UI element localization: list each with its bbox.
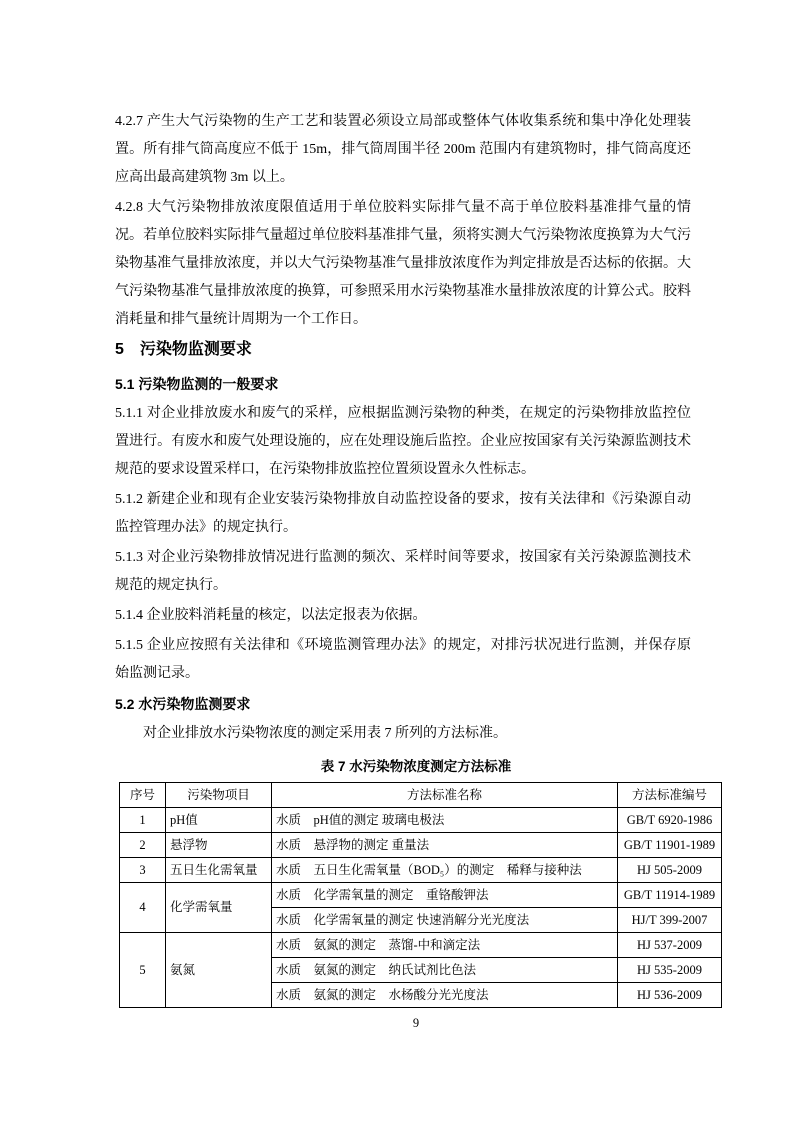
- cell-no: 1: [120, 808, 166, 833]
- cell-code: HJ/T 399-2007: [618, 908, 722, 933]
- section-5-2-heading: 5.2 水污染物监测要求: [115, 696, 251, 712]
- paragraph-5-1-3: 5.1.3 对企业污染物排放情况进行监测的频次、采样时间等要求，按国家有关污染源监测技术规范的规定执行。: [115, 550, 691, 593]
- cell-code: HJ 505-2009: [618, 858, 722, 883]
- section-5-heading: 5 污染物监测要求: [115, 341, 252, 358]
- table-7-title: 表 7 水污染物浓度测定方法标准: [320, 759, 512, 774]
- table-row: [120, 808, 722, 833]
- paragraph-4-2-8: 4.2.8 大气污染物排放浓度限值适用于单位胶料实际排气量不高于单位胶料基准排气量的情况。若单位胶料实际排气量超过单位胶料基准排气量，须将实测大气污染物浓度换算为大气污染物基准气量排放浓度，并以大气污染物基准气量排放浓度作为判定排放是否达标的依据。大气污染物基准气量排放浓度的换算，可参照采用水污染物基准水量排放浓度的计算公式。胶料消耗量和排气量统计周期为一个工作日。: [115, 200, 691, 327]
- col-header-name: 方法标准名称: [272, 783, 618, 808]
- table-row: [120, 933, 722, 958]
- table-row: [120, 883, 722, 908]
- cell-name: 水质 pH值的测定 玻璃电极法: [272, 808, 618, 833]
- cell-code: GB/T 6920-1986: [618, 808, 722, 833]
- table-header-row: [120, 783, 722, 808]
- section-5-1-heading: 5.1 污染物监测的一般要求: [115, 376, 279, 392]
- paragraph-5-1-1: 5.1.1 对企业排放废水和废气的采样，应根据监测污染物的种类，在规定的污染物排放监控位置进行。有废水和废气处理设施的，应在处理设施后监控。企业应按国家有关污染源监测技术规范的要求设置采样口，在污染物排放监控位置须设置永久性标志。: [115, 406, 691, 477]
- col-header-code: 方法标准编号: [618, 783, 722, 808]
- cell-code: HJ 535-2009: [618, 958, 722, 983]
- cell-no: 4: [120, 883, 166, 933]
- cell-no: 2: [120, 833, 166, 858]
- cell-code: HJ 536-2009: [618, 983, 722, 1008]
- table-row: [120, 833, 722, 858]
- cell-item: 氨氮: [166, 933, 272, 1008]
- cell-code: GB/T 11901-1989: [618, 833, 722, 858]
- cell-name: 水质 氨氮的测定 蒸馏-中和滴定法: [272, 933, 618, 958]
- cell-no: 5: [120, 933, 166, 1008]
- col-header-no: 序号: [120, 783, 166, 808]
- cell-name: 水质 氨氮的测定 纳氏试剂比色法: [272, 958, 618, 983]
- cell-item: 五日生化需氧量: [166, 858, 272, 883]
- cell-item: 化学需氧量: [166, 883, 272, 933]
- cell-name: 水质 氨氮的测定 水杨酸分光光度法: [272, 983, 618, 1008]
- document-content: [115, 108, 716, 1031]
- paragraph-5-1-2: 5.1.2 新建企业和现有企业安装污染物排放自动监控设备的要求，按有关法律和《污染源自动监控管理办法》的规定执行。: [115, 492, 691, 535]
- cell-name: 水质 悬浮物的测定 重量法: [272, 833, 618, 858]
- page-number: 9: [412, 1016, 420, 1030]
- paragraph-5-2-intro: 对企业排放水污染物浓度的测定采用表 7 所列的方法标准。: [143, 726, 507, 741]
- cell-name: 水质 化学需氧量的测定 重铬酸钾法: [272, 883, 618, 908]
- cell-name: 水质 五日生化需氧量（BOD₅）的测定 稀释与接种法: [272, 858, 618, 883]
- cell-code: HJ 537-2009: [618, 933, 722, 958]
- cell-code: GB/T 11914-1989: [618, 883, 722, 908]
- paragraph-4-2-7: 4.2.7 产生大气污染物的生产工艺和装置必须设立局部或整体气体收集系统和集中净化处理装置。所有排气筒高度应不低于 15m，排气筒周围半径 200m 范围内有建筑物时，排气筒高度还应高出最高建筑物 3m 以上。: [115, 114, 691, 185]
- paragraph-5-1-4: 5.1.4 企业胶料消耗量的核定，以法定报表为依据。: [115, 608, 427, 623]
- table-row: [120, 858, 722, 883]
- cell-item: pH值: [166, 808, 272, 833]
- table-7: [119, 782, 722, 1008]
- cell-name: 水质 化学需氧量的测定 快速消解分光光度法: [272, 908, 618, 933]
- paragraph-5-1-5: 5.1.5 企业应按照有关法律和《环境监测管理办法》的规定，对排污状况进行监测，并保存原始监测记录。: [115, 638, 691, 681]
- cell-item: 悬浮物: [166, 833, 272, 858]
- col-header-item: 污染物项目: [166, 783, 272, 808]
- cell-no: 3: [120, 858, 166, 883]
